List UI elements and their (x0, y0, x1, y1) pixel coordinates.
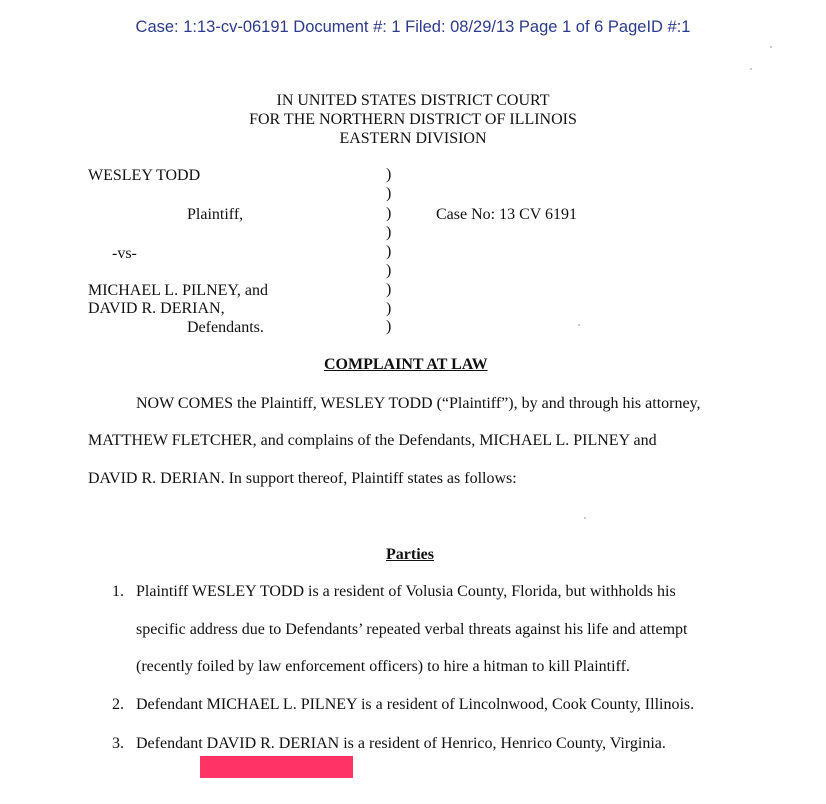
case-number: Case No: 13 CV 6191 (436, 206, 578, 223)
ecf-header-stamp: Case: 1:13-cv-06191 Document #: 1 Filed: 08/29/13 Page 1 of 6 PageID #:1 (135, 18, 691, 36)
parties-heading: Parties (386, 546, 434, 563)
caption-paren: ) (386, 166, 392, 183)
scan-speck (750, 68, 752, 70)
court-name-line-2: FOR THE NORTHERN DISTRICT OF ILLINOIS (249, 111, 577, 128)
paragraph-number: 2. (112, 696, 124, 713)
caption-paren: ) (386, 318, 392, 335)
redaction-highlight (200, 756, 353, 778)
caption-paren: ) (386, 205, 392, 222)
court-division: EASTERN DIVISION (339, 130, 487, 147)
caption-paren: ) (386, 185, 392, 202)
scan-speck (578, 324, 580, 326)
defendants-label: Defendants. (187, 319, 264, 336)
scan-speck (584, 517, 586, 519)
court-name-line-1: IN UNITED STATES DISTRICT COURT (276, 92, 550, 109)
paragraph-1-line-1: Plaintiff WESLEY TODD is a resident of Volusia County, Florida, but withholds his (136, 583, 676, 600)
defendant-2-name: DAVID R. DERIAN, (88, 300, 225, 317)
versus-label: -vs- (112, 245, 137, 262)
paragraph-number: 3. (112, 735, 124, 752)
paragraph-number: 1. (112, 583, 124, 600)
paragraph-1-line-2: specific address due to Defendants’ repeated verbal threats against his life and attempt (136, 621, 688, 638)
document-title: COMPLAINT AT LAW (324, 356, 488, 373)
paragraph-1-line-3: (recently foiled by law enforcement officers) to hire a hitman to kill Plaintiff. (136, 658, 630, 675)
intro-line-3: DAVID R. DERIAN. In support thereof, Plaintiff states as follows: (88, 470, 517, 487)
caption-paren: ) (386, 300, 392, 317)
caption-paren: ) (386, 281, 392, 298)
paragraph-2-line-1: Defendant MICHAEL L. PILNEY is a resident of Lincolnwood, Cook County, Illinois. (136, 696, 695, 713)
paragraph-3-line-1: Defendant DAVID R. DERIAN is a resident of Henrico, Henrico County, Virginia. (136, 735, 666, 752)
intro-line-1: NOW COMES the Plaintiff, WESLEY TODD (“Plaintiff”), by and through his attorney, (136, 395, 701, 412)
scan-speck (770, 46, 772, 48)
defendant-1-name: MICHAEL L. PILNEY, and (88, 282, 268, 299)
plaintiff-label: Plaintiff, (187, 206, 244, 223)
plaintiff-name: WESLEY TODD (88, 167, 201, 184)
caption-paren: ) (386, 243, 392, 260)
caption-paren: ) (386, 224, 392, 241)
intro-line-2: MATTHEW FLETCHER, and complains of the Defendants, MICHAEL L. PILNEY and (88, 432, 657, 449)
caption-paren: ) (386, 262, 392, 279)
